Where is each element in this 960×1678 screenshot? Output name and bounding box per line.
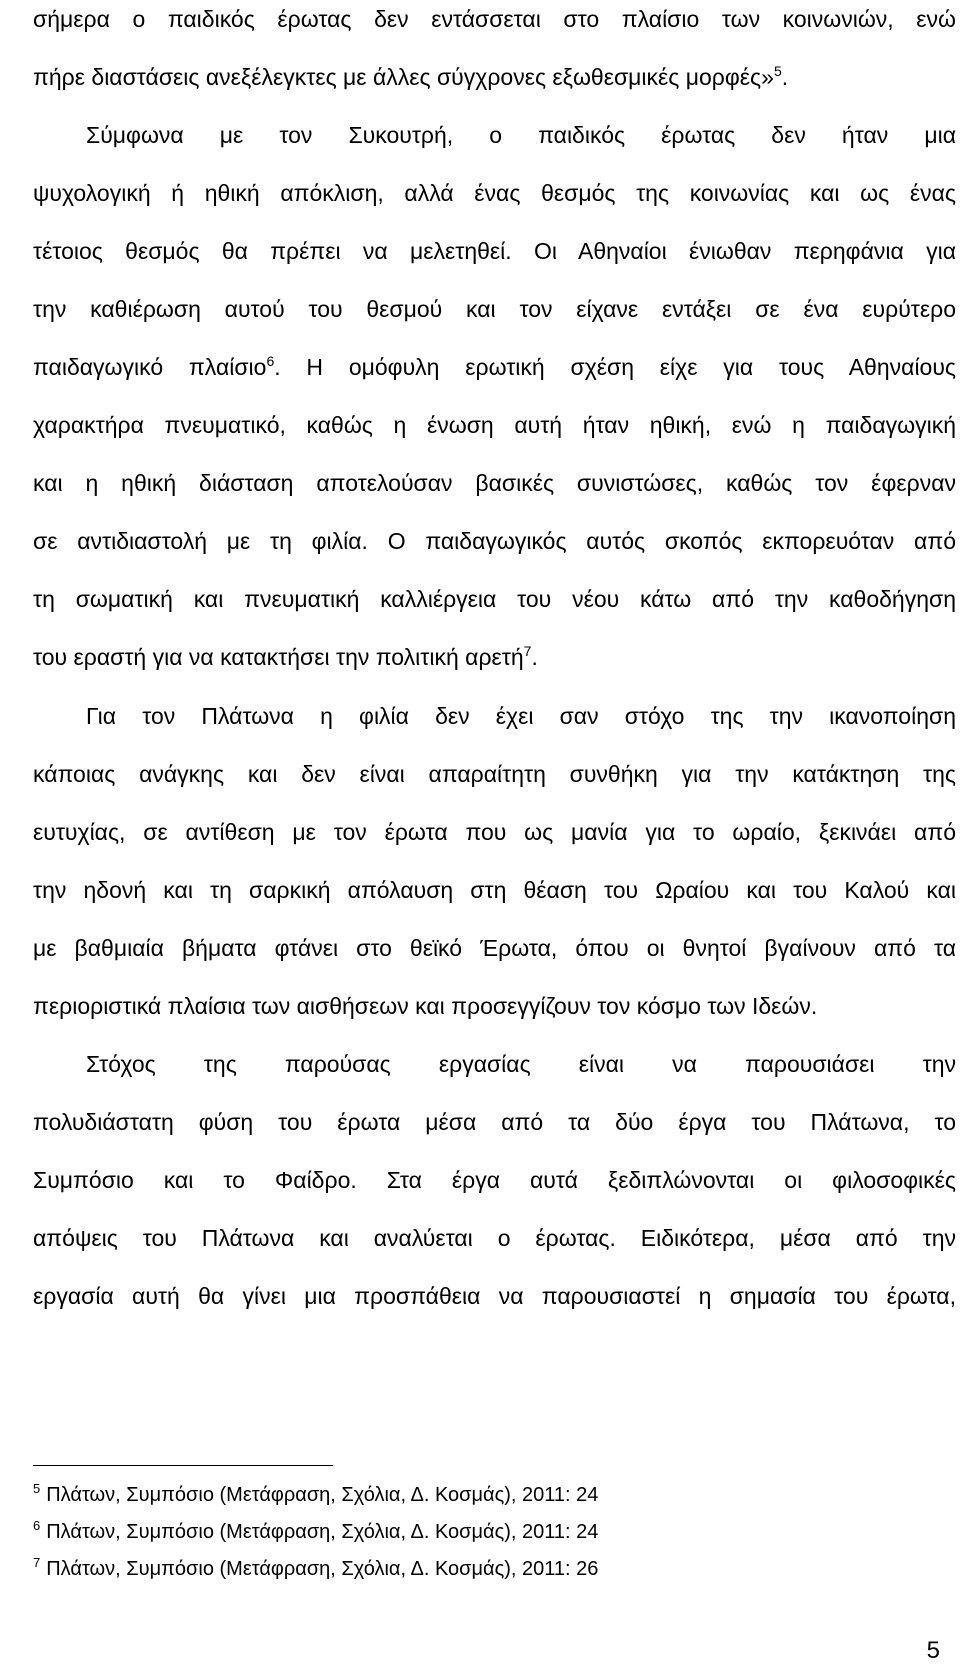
body-line: σήμερα ο παιδικός έρωτας δεν εντάσσεται στο πλαίσιο των κοινωνιών, ενώ [33, 6, 956, 32]
body-line: και η ηθική διάσταση αποτελούσαν βασικές συνιστώσες, καθώς τον έφερναν [33, 470, 956, 496]
body-line: Σύμφωνα με τον Συκουτρή, ο παιδικός έρωτας δεν ήταν μια [86, 122, 956, 148]
footnote-number: 6 [33, 1518, 41, 1533]
body-line: τέτοιος θεσμός θα πρέπει να μελετηθεί. Οι Αθηναίοι ένιωθαν περηφάνια για [33, 238, 956, 264]
body-line: σε αντιδιαστολή με τη φιλία. Ο παιδαγωγικός αυτός σκοπός εκπορευόταν από [33, 528, 956, 554]
body-line: του εραστή για να κατακτήσει την πολιτική αρετή$^7$. [33, 643, 538, 670]
footnote-text: Πλάτων, Συμπόσιο (Μετάφραση, Σχόλια, Δ. Κοσμάς), 2011: 26 [46, 1558, 599, 1580]
body-line: Στόχος της παρούσας εργασίας είναι να παρουσιάσει την [86, 1051, 956, 1077]
body-line: χαρακτήρα πνευματικό, καθώς η ένωση αυτή ήταν ηθική, ενώ η παιδαγωγική [33, 412, 956, 438]
footnote-number: 7 [33, 1555, 41, 1570]
body-line: περιοριστικά πλαίσια των αισθήσεων και προσεγγίζουν τον κόσμο των Ιδεών. [33, 993, 818, 1019]
footnote-text: Πλάτων, Συμπόσιο (Μετάφραση, Σχόλια, Δ. Κοσμάς), 2011: 24 [46, 1521, 599, 1543]
footnote [33, 1519, 598, 1545]
body-line: πολυδιάστατη φύση του έρωτα μέσα από τα δύο έργα του Πλάτωνα, το [33, 1109, 956, 1135]
body-line: την καθιέρωση αυτού του θεσμού και τον είχανε εντάξει σε ένα ευρύτερο [33, 296, 956, 322]
footnote-number: 5 [33, 1481, 41, 1496]
body-line: με βαθμιαία βήματα φτάνει στο θεϊκό Έρωτα, όπου οι θνητοί βγαίνουν από τα [33, 935, 956, 961]
footnote-ref[interactable]: 7 [523, 643, 532, 659]
footnote [33, 1556, 598, 1582]
body-line: την ηδονή και τη σαρκική απόλαυση στη θέαση του Ωραίου και του Καλού και [33, 877, 956, 903]
body-line: ψυχολογική ή ηθική απόκλιση, αλλά ένας θεσμός της κοινωνίας και ως ένας [33, 180, 956, 206]
body-line: ευτυχίας, σε αντίθεση με τον έρωτα που ως μανία για το ωραίο, ξεκινάει από [33, 819, 956, 845]
body-line: κάποιας ανάγκης και δεν είναι απαραίτητη συνθήκη για την κατάκτηση της [33, 761, 956, 787]
body-line: παιδαγωγικό πλαίσιο$^6$. Η ομόφυλη ερωτική σχέση είχε για τους Αθηναίους [33, 353, 957, 380]
footnote [33, 1482, 598, 1508]
page-number: 5 [926, 1637, 940, 1664]
body-line: τη σωματική και πνευματική καλλιέργεια του νέου κάτω από την καθοδήγηση [33, 586, 956, 612]
body-line: Συμπόσιο και το Φαίδρο. Στα έργα αυτά ξεδιπλώνονται οι φιλοσοφικές [33, 1167, 956, 1193]
body-line: πήρε διαστάσεις ανεξέλεγκτες με άλλες σύγχρονες εξωθεσμικές μορφές»$^5$. [33, 63, 789, 90]
footnote-separator [33, 1465, 333, 1466]
footnote-ref[interactable]: 6 [266, 353, 275, 369]
body-line: Για τον Πλάτωνα η φιλία δεν έχει σαν στόχο της την ικανοποίηση [86, 703, 956, 729]
body-line: απόψεις του Πλάτωνα και αναλύεται ο έρωτας. Ειδικότερα, μέσα από την [33, 1225, 956, 1251]
body-line: εργασία αυτή θα γίνει μια προσπάθεια να παρουσιαστεί η σημασία του έρωτα, [33, 1283, 956, 1309]
footnote-ref[interactable]: 5 [773, 63, 782, 79]
footnote-text: Πλάτων, Συμπόσιο (Μετάφραση, Σχόλια, Δ. Κοσμάς), 2011: 24 [46, 1484, 599, 1506]
